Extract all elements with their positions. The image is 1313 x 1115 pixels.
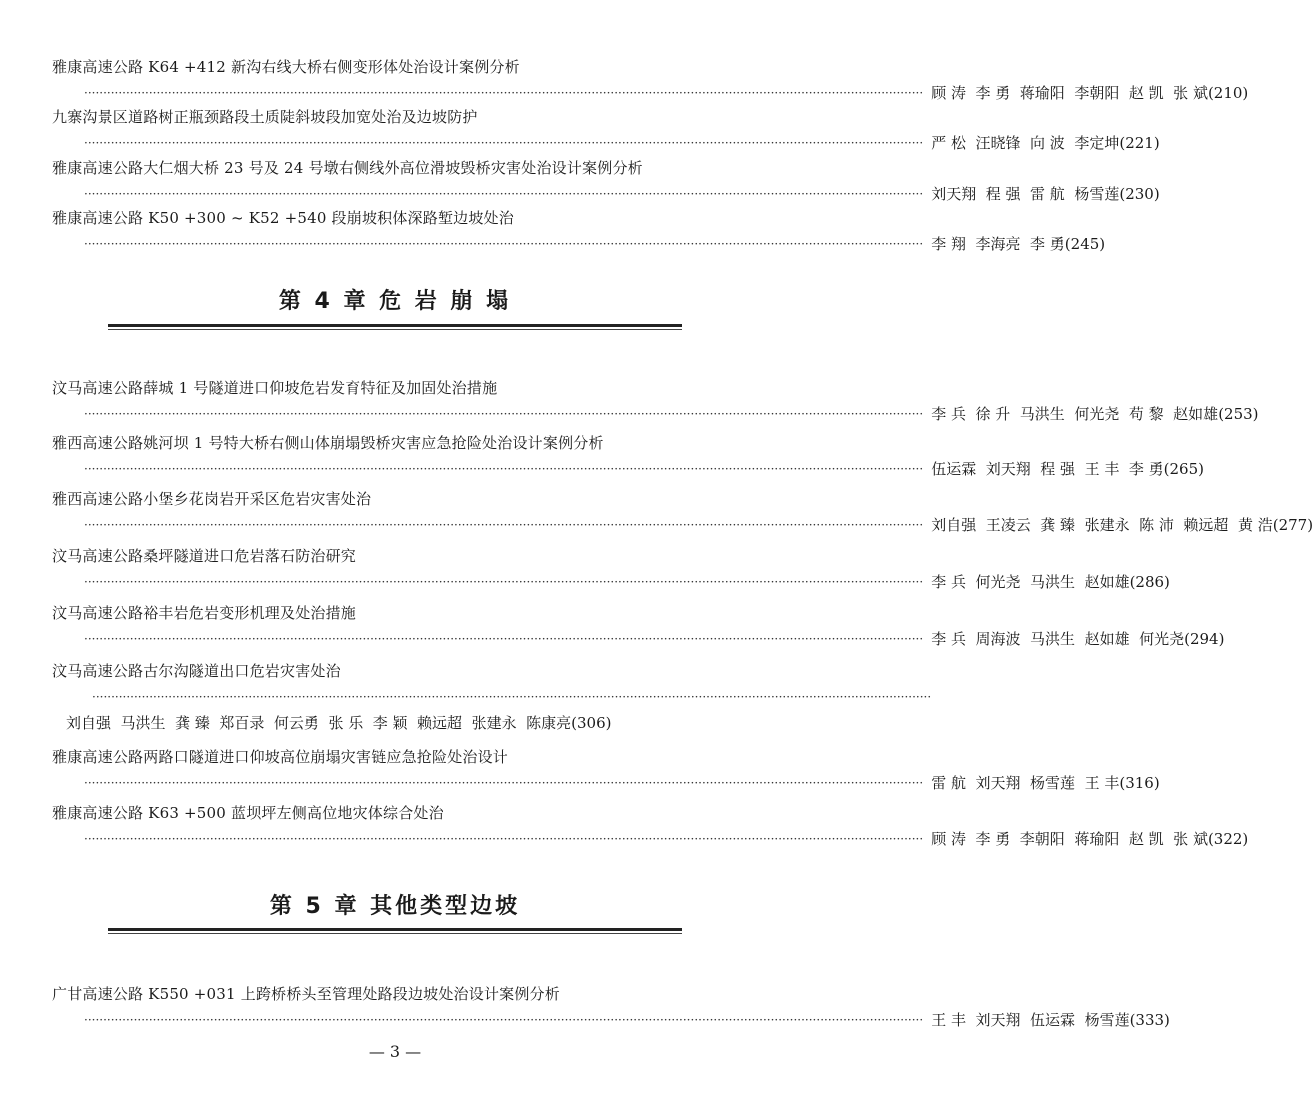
entry-authors: 李 翔 李海亮 李 勇(245) [931, 235, 1106, 253]
toc-entry[interactable] [52, 488, 1313, 534]
dot-leader: ···························································································································································································································· [92, 690, 932, 704]
entry-title: 九寨沟景区道路树正瓶颈路段土质陡斜坡段加宽处治及边坡防护 [52, 108, 478, 126]
entry-title: 汶马高速公路裕丰岩危岩变形机理及处治措施 [52, 604, 357, 622]
entry-authors: 雷 航 刘天翔 杨雪莲 王 丰(316) [931, 774, 1160, 792]
dot-leader: ···························································································································································································································· [84, 518, 924, 532]
dot-leader: ···························································································································································································································· [84, 575, 924, 589]
dot-leader: ···························································································································································································································· [84, 136, 924, 150]
chapter-heading [0, 287, 790, 317]
toc-entry[interactable] [52, 106, 1160, 152]
toc-entry[interactable] [52, 207, 1106, 253]
entry-page: (230) [1119, 185, 1160, 203]
entry-title: 汶马高速公路桑坪隧道进口危岩落石防治研究 [52, 547, 357, 565]
toc-entry[interactable] [52, 432, 1204, 478]
entry-page: (253) [1218, 405, 1259, 423]
dot-leader: ···························································································································································································································· [84, 86, 924, 100]
entry-page: (245) [1064, 235, 1106, 253]
dot-leader: ···························································································································································································································· [84, 1013, 924, 1027]
toc-entry[interactable] [52, 802, 1249, 848]
dot-leader: ···························································································································································································································· [84, 237, 924, 251]
entry-page: (210) [1207, 84, 1249, 102]
entry-title: 雅康高速公路 K50 +300 ~ K52 +540 段崩坡积体深路堑边坡处治 [52, 209, 514, 227]
toc-entry[interactable] [52, 983, 1170, 1029]
entry-authors: 李 兵 周海波 马洪生 赵如雄 何光尧(294) [931, 630, 1225, 648]
dot-leader: ···························································································································································································································· [84, 407, 924, 421]
entry-authors: 伍运霖 刘天翔 程 强 王 丰 李 勇(265) [931, 460, 1204, 478]
toc-entry[interactable] [52, 746, 1160, 792]
entry-page: (294) [1184, 630, 1225, 648]
entry-title: 雅康高速公路 K63 +500 蓝坝坪左侧高位地灾体综合处治 [52, 804, 444, 822]
entry-authors: 顾 涛 李 勇 李朝阳 蒋瑜阳 赵 凯 张 斌(322) [931, 830, 1249, 848]
entry-authors: 刘自强 王凌云 龚 臻 张建永 陈 沛 赖远超 黄 浩(277) [931, 516, 1313, 534]
chapter-rule [108, 324, 682, 327]
toc-entry[interactable] [52, 377, 1259, 423]
chapter-heading [0, 892, 790, 922]
entry-title: 汶马高速公路薛城 1 号隧道进口仰坡危岩发育特征及加固处治措施 [52, 379, 498, 397]
dot-leader: ···························································································································································································································· [84, 462, 924, 476]
dot-leader: ···························································································································································································································· [84, 632, 924, 646]
dot-leader: ···························································································································································································································· [84, 832, 924, 846]
chapter-title: 第 5 章 其他类型边坡 [269, 894, 521, 919]
chapter-title: 第 4 章 危 岩 崩 塌 [278, 289, 512, 314]
toc-entry[interactable] [52, 157, 1160, 203]
entry-page: (286) [1129, 573, 1170, 591]
dot-leader: ···························································································································································································································· [84, 187, 924, 201]
dot-leader: ···························································································································································································································· [84, 776, 924, 790]
entry-title: 汶马高速公路古尔沟隧道出口危岩灾害处治 [52, 662, 341, 680]
toc-entry[interactable] [52, 660, 932, 740]
entry-page: (306) [571, 714, 612, 732]
page-number: — 3 — [368, 1042, 422, 1061]
entry-page: (333) [1129, 1011, 1170, 1029]
entry-authors: 刘天翔 程 强 雷 航 杨雪莲(230) [931, 185, 1160, 203]
entry-authors: 李 兵 何光尧 马洪生 赵如雄(286) [931, 573, 1170, 591]
entry-title: 雅康高速公路两路口隧道进口仰坡高位崩塌灾害链应急抢险处治设计 [52, 748, 509, 766]
entry-page: (221) [1119, 134, 1160, 152]
entry-title: 雅西高速公路姚河坝 1 号特大桥右侧山体崩塌毁桥灾害应急抢险处治设计案例分析 [52, 434, 604, 452]
entry-page: (265) [1163, 460, 1204, 478]
chapter-rule-thin [108, 329, 682, 330]
toc-entry[interactable] [52, 545, 1170, 591]
entry-title: 广甘高速公路 K550 +031 上跨桥桥头至管理处路段边坡处治设计案例分析 [52, 985, 560, 1003]
entry-title: 雅康高速公路 K64 +412 新沟右线大桥右侧变形体处治设计案例分析 [52, 58, 520, 76]
entry-page: (277) [1272, 516, 1313, 534]
chapter-rule-thin [108, 933, 682, 934]
toc-entry[interactable] [52, 602, 1225, 648]
entry-authors: 王 丰 刘天翔 伍运霖 杨雪莲(333) [931, 1011, 1170, 1029]
toc-entry[interactable] [52, 56, 1249, 102]
entry-page: (316) [1119, 774, 1160, 792]
entry-authors: 严 松 汪晓锋 向 波 李定坤(221) [931, 134, 1160, 152]
entry-title: 雅西高速公路小堡乡花岗岩开采区危岩灾害处治 [52, 490, 372, 508]
entry-authors: 李 兵 徐 升 马洪生 何光尧 苟 黎 赵如雄(253) [931, 405, 1259, 423]
entry-title: 雅康高速公路大仁烟大桥 23 号及 24 号墩右侧线外高位滑坡毁桥灾害处治设计案例分析 [52, 159, 643, 177]
entry-authors: 顾 涛 李 勇 蒋瑜阳 李朝阳 赵 凯 张 斌(210) [931, 84, 1249, 102]
chapter-rule [108, 928, 682, 931]
entry-authors: 刘自强 马洪生 龚 臻 郑百录 何云勇 张 乐 李 颖 赖远超 张建永 陈康亮(306) [66, 714, 612, 732]
entry-page: (322) [1207, 830, 1249, 848]
